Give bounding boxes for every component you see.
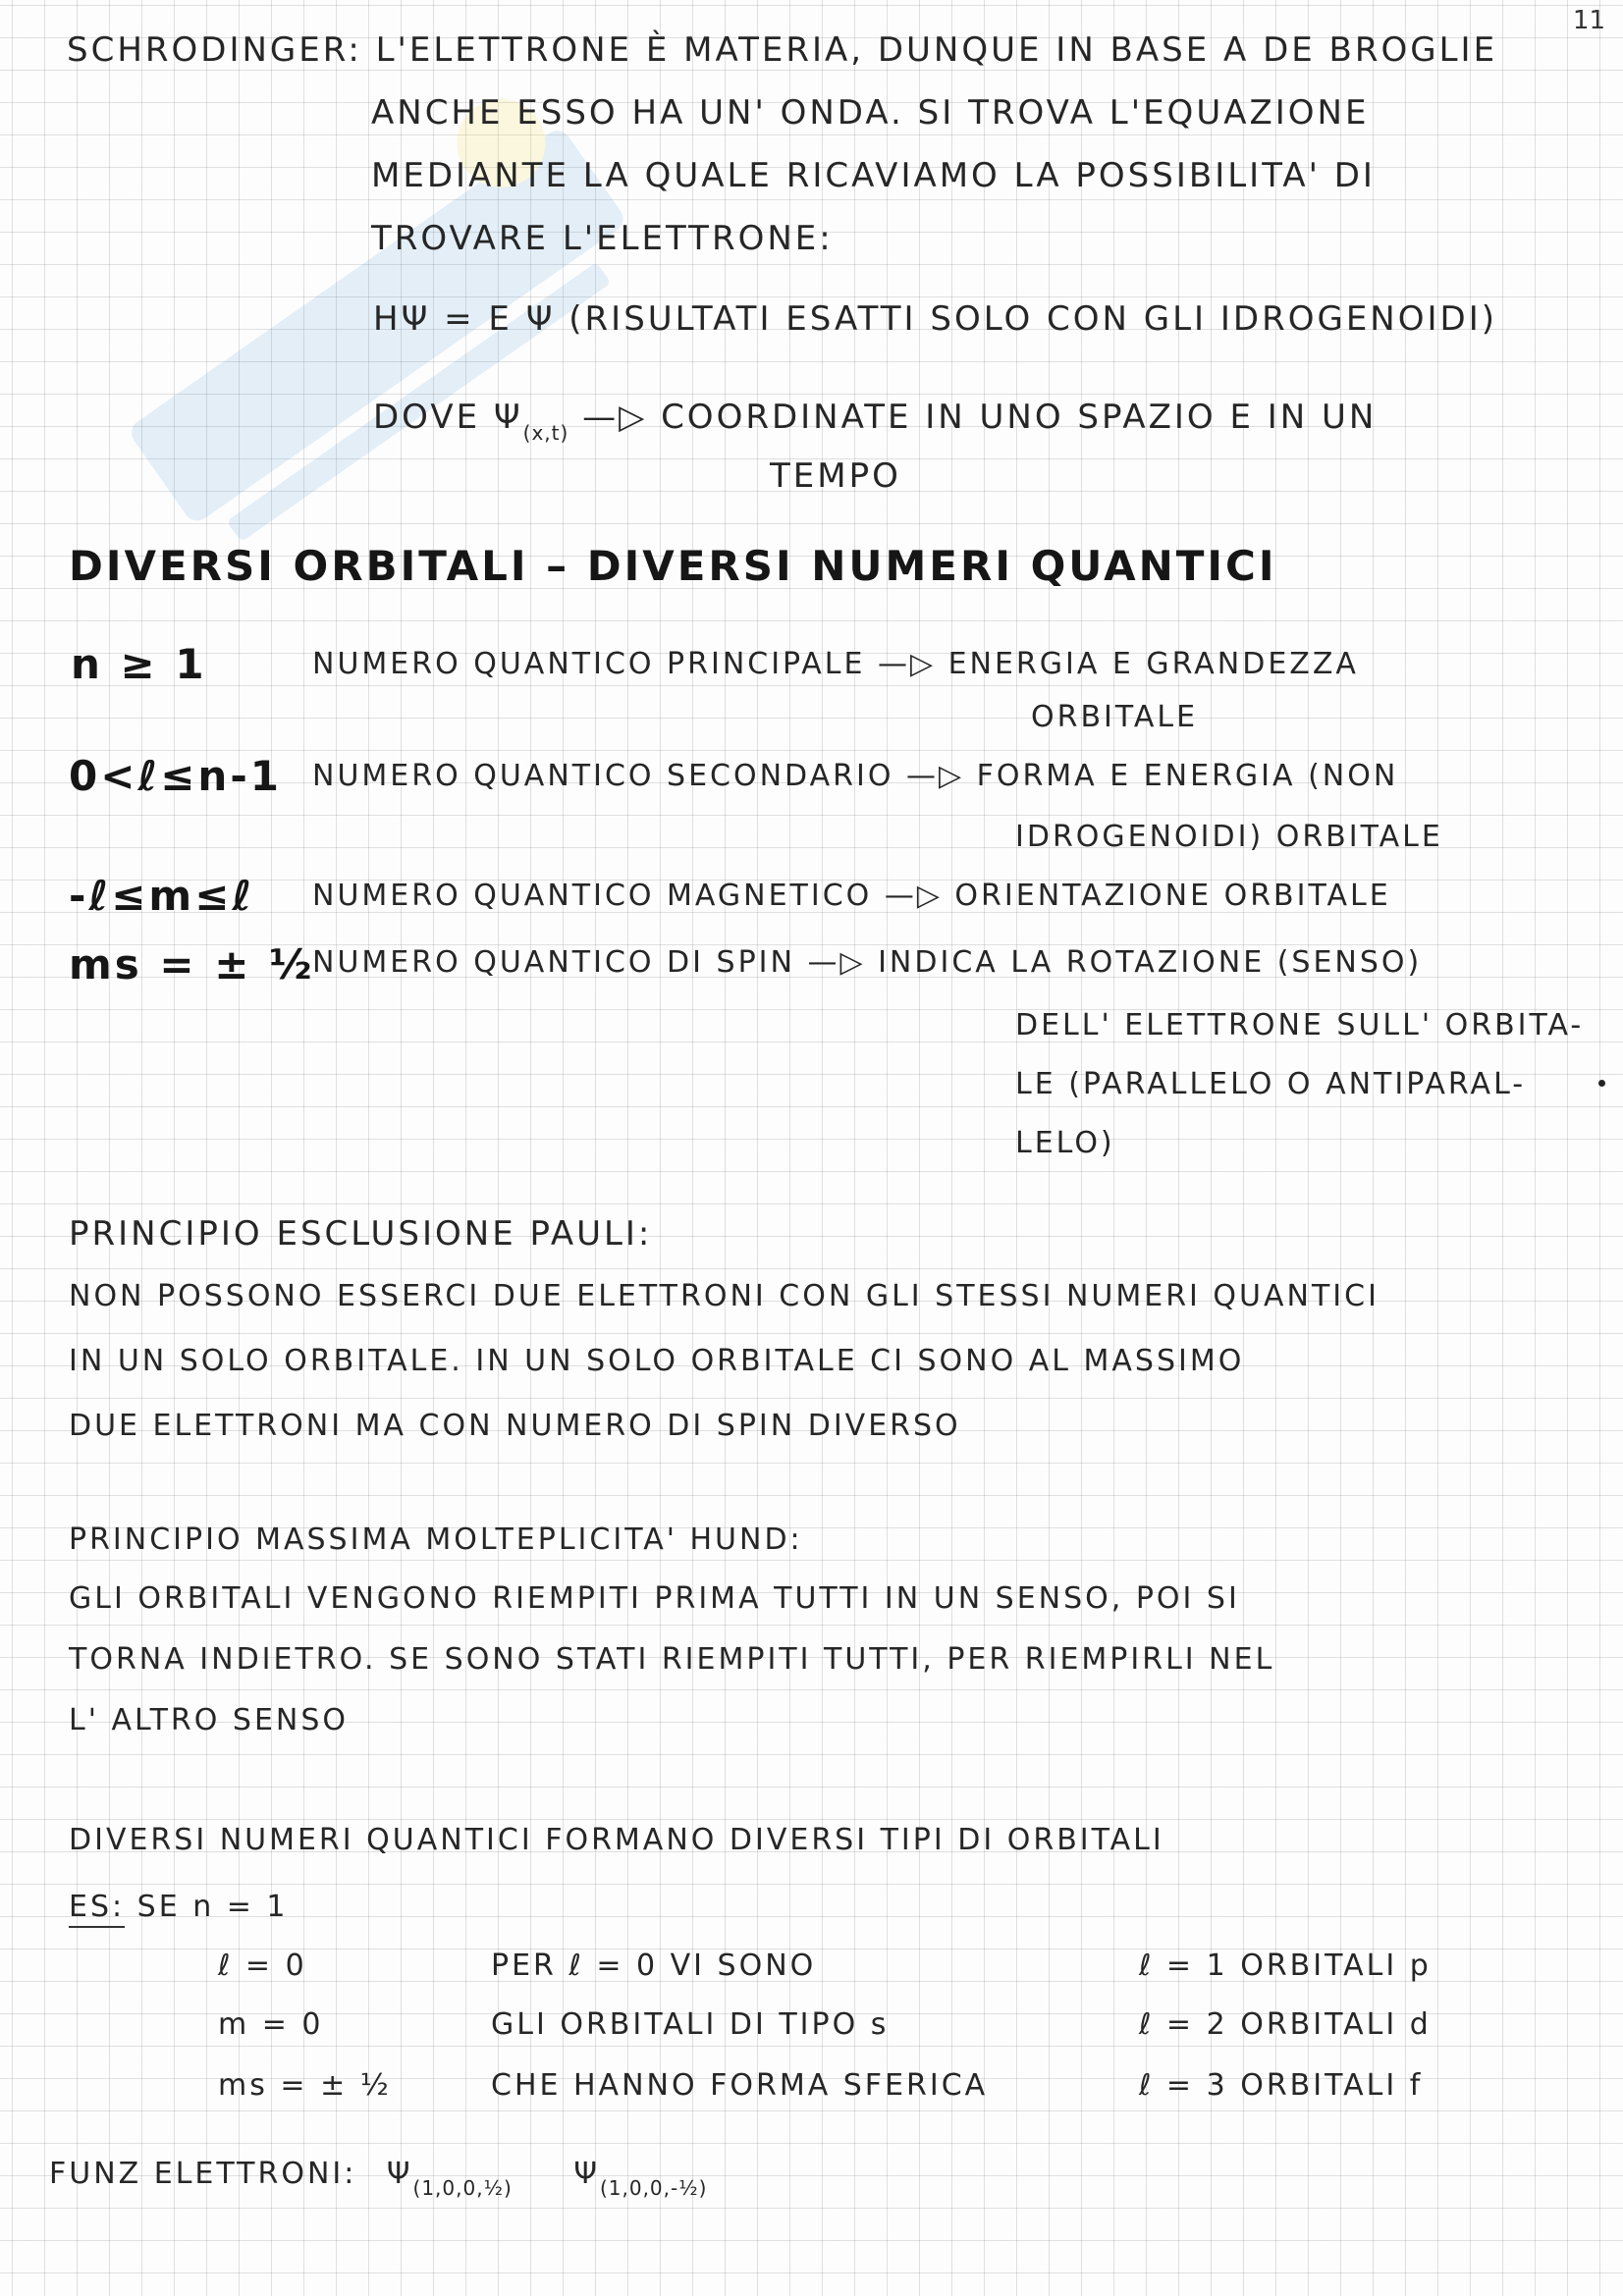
example-l: ℓ = 0 [218,1949,307,1983]
orbital-p: ℓ = 1 ORBITALI p [1139,1949,1432,1983]
psi-subscript: (x,t) [522,421,569,445]
hund-line-3: L' ALTRO SENSO [69,1703,350,1737]
psi-description: —▷ COORDINATE IN UNO SPAZIO E IN UN [582,398,1378,437]
example-mid-1: PER ℓ = 0 VI SONO [491,1949,817,1983]
pauli-line-1: NON POSSONO ESSERCI DUE ELETTRONI CON GLI STESSI NUMERI QUANTICI [69,1279,1380,1313]
spin-text-cont-1: DELL' ELETTRONE SULL' ORBITA- [1015,1008,1585,1042]
example-label: ES: [69,1890,125,1928]
hund-line-2: TORNA INDIETRO. SE SONO STATI RIEMPITI TUTTI, PER RIEMPIRLI NEL [69,1642,1275,1677]
spin-text-cont-3: LELO) [1015,1126,1115,1160]
psi-up: Ψ [386,2157,413,2191]
example-mid-2: GLI ORBITALI DI TIPO s [491,2007,890,2042]
magnetic-symbol: -ℓ≤m≤ℓ [69,872,255,920]
electron-functions [49,2157,708,2200]
hund-title: PRINCIPIO MASSIMA MOLTEPLICITA' HUND: [69,1522,803,1557]
orbital-f: ℓ = 3 ORBITALI f [1139,2068,1424,2103]
secondary-text: NUMERO QUANTICO SECONDARIO —▷ FORMA E ENERGIA (NON [312,759,1399,793]
example-ms: ms = ± ½ [218,2068,392,2103]
hund-line-1: GLI ORBITALI VENGONO RIEMPITI PRIMA TUTTI IN UN SENSO, POI SI [69,1581,1240,1616]
magnetic-text: NUMERO QUANTICO MAGNETICO —▷ ORIENTAZIONE ORBITALE [312,879,1391,913]
example-condition: SE n = 1 [136,1890,289,1924]
principal-text-cont: ORBITALE [1031,700,1199,734]
schrodinger-line-2: ANCHE ESSO HA UN' ONDA. SI TROVA L'EQUAZIONE [371,93,1370,133]
psi-down: Ψ [573,2157,600,2191]
section-heading-quantum-numbers: DIVERSI ORBITALI – DIVERSI NUMERI QUANTICI [69,542,1277,590]
example-m: m = 0 [218,2007,324,2042]
psi-description-cont: TEMPO [770,456,901,496]
pauli-line-2: IN UN SOLO ORBITALE. IN UN SOLO ORBITALE CI SONO AL MASSIMO [69,1344,1245,1378]
spin-text-cont-2: LE (PARALLELO O ANTIPARAL- [1015,1067,1527,1101]
orbital-d: ℓ = 2 ORBITALI d [1139,2007,1432,2042]
orbital-types-title: DIVERSI NUMERI QUANTICI FORMANO DIVERSI TIPI DI ORBITALI [69,1823,1164,1857]
psi-definition [373,398,1378,445]
schrodinger-equation: HΨ = E Ψ (RISULTATI ESATTI SOLO CON GLI IDROGENOIDI) [373,299,1498,339]
secondary-symbol: 0<ℓ≤n-1 [69,752,282,800]
spin-symbol: ms = ± ½ [69,940,315,988]
page-number: 11 [1572,6,1605,35]
schrodinger-line-3: MEDIANTE LA QUALE RICAVIAMO LA POSSIBILITA' DI [371,156,1376,195]
pauli-title: PRINCIPIO ESCLUSIONE PAULI: [69,1214,653,1254]
psi-up-subscript: (1,0,0,½) [412,2176,513,2200]
ink-dot [1598,1080,1605,1087]
psi-symbol: DOVE Ψ [373,398,523,437]
example-intro [69,1890,289,1924]
principal-symbol: n ≥ 1 [71,640,207,688]
example-mid-3: CHE HANNO FORMA SFERICA [491,2068,989,2103]
schrodinger-line-4: TROVARE L'ELETTRONE: [371,219,834,258]
principal-text: NUMERO QUANTICO PRINCIPALE —▷ ENERGIA E GRANDEZZA [312,647,1359,681]
schrodinger-line-1: SCHRODINGER: L'ELETTRONE È MATERIA, DUNQUE IN BASE A DE BROGLIE [67,30,1498,70]
secondary-text-cont: IDROGENOIDI) ORBITALE [1015,820,1443,854]
spin-text: NUMERO QUANTICO DI SPIN —▷ INDICA LA ROTAZIONE (SENSO) [312,945,1423,980]
electron-functions-label: FUNZ ELETTRONI: [49,2157,357,2191]
pauli-line-3: DUE ELETTRONI MA CON NUMERO DI SPIN DIVERSO [69,1409,961,1443]
psi-down-subscript: (1,0,0,-½) [599,2176,708,2200]
